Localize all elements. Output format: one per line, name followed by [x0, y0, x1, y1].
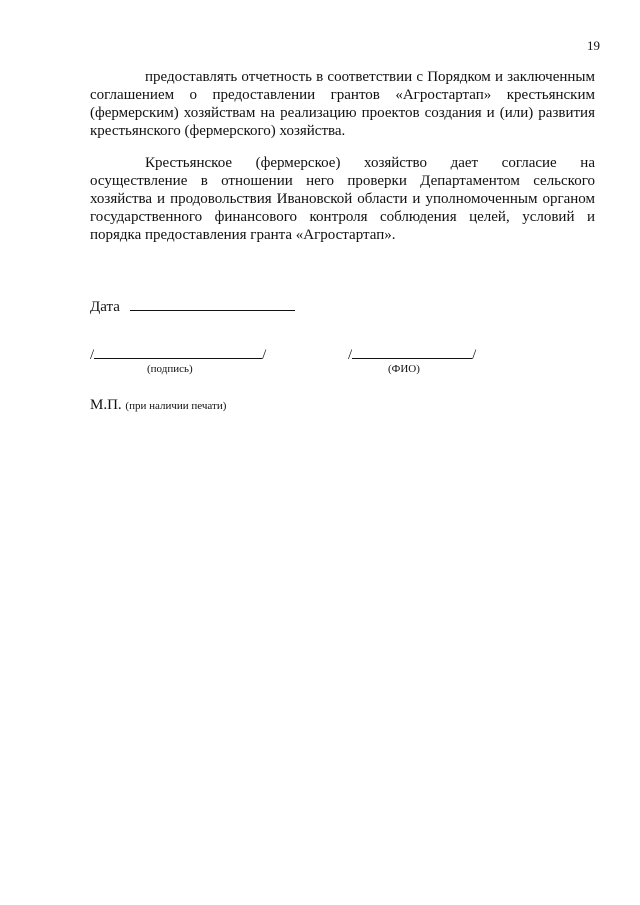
seal-note: (при наличии печати) [125, 400, 227, 412]
signature-caption: (подпись) [147, 363, 193, 375]
signature-field [90, 344, 266, 364]
fio-field [348, 344, 476, 364]
paragraph-text: Крестьянское (фермерское) хозяйство дает согласие на осуществление в отношении него проверки Департаментом сельского хозяйства и продовольствия Ивановской области и уполномоченным органом государственного финансового контроля соблюдения целей, условий и порядка предоставления гранта «Агростартап». [90, 155, 595, 243]
paragraph-reporting [90, 68, 595, 140]
signature-slash-left: / [90, 347, 95, 363]
fio-slash-left: / [348, 347, 353, 363]
signature-slash-right: / [262, 347, 267, 363]
fio-blank-line [352, 344, 472, 359]
date-label: Дата [90, 299, 120, 315]
seal-label: М.П. [90, 397, 122, 413]
fio-caption: (ФИО) [388, 363, 420, 375]
fio-slash-right: / [472, 347, 477, 363]
paragraph-text: предоставлять отчетность в соответствии с Порядком и заключенным соглашением о предоставлении грантов «Агростартап» крестьянским (фермерским) хозяйствам на реализацию проектов создания и (или) развития крестьянского (фермерского) хозяйства. [90, 69, 595, 139]
page-number: 19 [587, 38, 600, 53]
signature-blank-line [94, 344, 262, 359]
date-field [90, 296, 295, 316]
date-blank-line [130, 296, 295, 311]
seal-place [90, 396, 226, 415]
paragraph-consent [90, 154, 595, 244]
